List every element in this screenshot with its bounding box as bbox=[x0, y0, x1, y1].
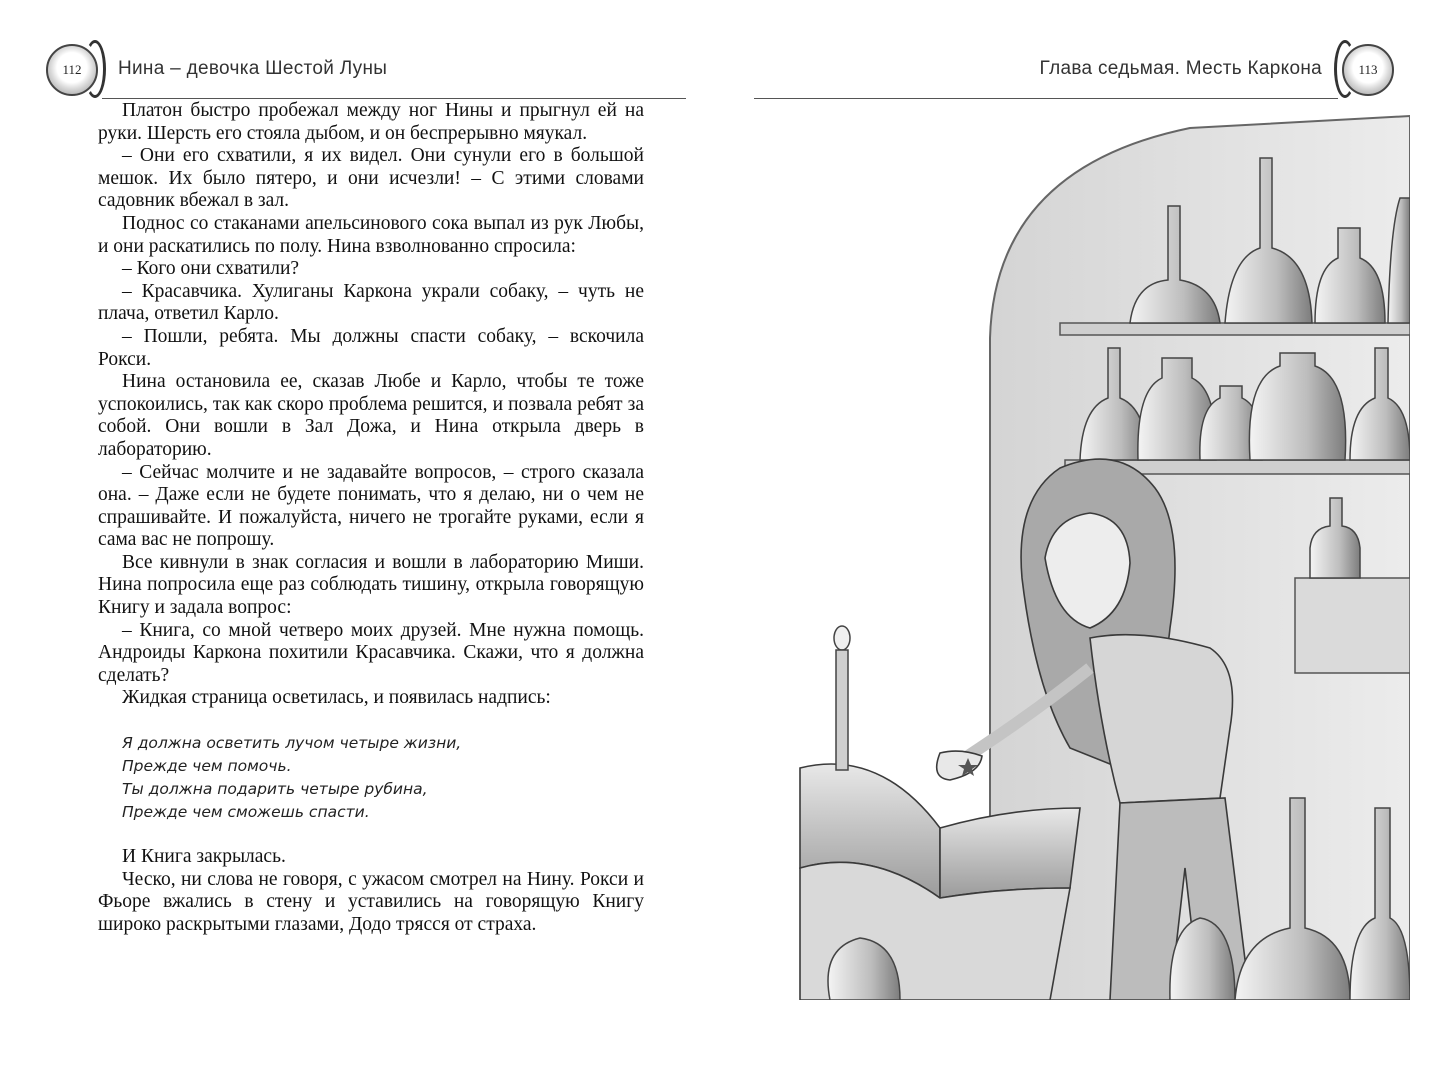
candlestick bbox=[834, 626, 850, 770]
cabinet bbox=[1295, 578, 1410, 673]
pencil-illustration bbox=[790, 108, 1410, 1000]
paragraph: – Кого они схватили? bbox=[122, 258, 300, 280]
paragraph: – Книга, со мной четверо моих друзей. Мне нужна помощь. Андроиды Каркона похитили Красавчика. Скажи, что я должна сделать? bbox=[98, 619, 644, 686]
paragraph: И Книга закрылась. bbox=[122, 846, 286, 868]
paragraph: Платон быстро пробежал между ног Нины и прыгнул ей на руки. Шерсть его стояла дыбом, и он беспрерывно мяукал. bbox=[98, 100, 644, 144]
header-rule-left bbox=[102, 98, 686, 99]
paragraph: Нина остановила ее, сказав Любе и Карло, чтобы те тоже успокоились, так как скоро проблема решится, и позвала ребят за собой. Они вошли в Зал Дожа, и Нина открыла дверь в лабораторию. bbox=[98, 371, 644, 460]
book-running-title: Нина – девочка Шестой Луны bbox=[118, 58, 388, 79]
paragraph: Поднос со стаканами апельсинового сока выпал из рук Любы, и они раскатились по полу. Нина взволнованно спросила: bbox=[98, 212, 644, 257]
page-number-left: 112 bbox=[46, 44, 98, 96]
paragraph: – Пошли, ребята. Мы должны спасти собаку, – вскочила Рокси. bbox=[98, 325, 644, 370]
paragraph: Жидкая страница осветилась, и появилась надпись: bbox=[122, 687, 551, 709]
paragraph: Ческо, ни слова не говоря, с ужасом смотрел на Нину. Рокси и Фьоре вжались в стену и уставились на говорящую Книгу широко раскрытыми глазами, Додо трясся от страха. bbox=[98, 868, 644, 935]
paragraph: – Сейчас молчите и не задавайте вопросов, – строго сказала она. – Даже если не будете понимать, что я делаю, ни о чем не спрашивайте. И пожалуйста, ничего не трогайте руками, если я сама вас не попрошу. bbox=[98, 461, 644, 551]
verse-line: Я должна осветить лучом четыре жизни, bbox=[122, 734, 462, 753]
verse-line: Ты должна подарить четыре рубина, bbox=[122, 780, 428, 799]
illustration-svg bbox=[790, 108, 1410, 1000]
upper-shelf bbox=[1060, 323, 1410, 335]
page-number-right: 113 bbox=[1342, 44, 1394, 96]
paragraph: – Они его схватили, я их видел. Они сунули его в большой мешок. Их было пятеро, и они исчезли! – С этими словами садовник вбежал в зал. bbox=[98, 145, 644, 212]
header-rule-right bbox=[754, 98, 1338, 99]
chapter-running-title: Глава седьмая. Месть Каркона bbox=[1039, 58, 1322, 79]
verse-line: Прежде чем сможешь спасти. bbox=[122, 803, 370, 822]
paragraph: – Красавчика. Хулиганы Каркона украли собаку, – чуть не плача, ответил Карло. bbox=[98, 280, 644, 325]
right-page-header bbox=[754, 42, 1394, 98]
book-inscription-verse bbox=[122, 732, 644, 824]
left-page-body bbox=[98, 100, 644, 936]
paragraph: Все кивнули в знак согласия и вошли в лабораторию Миши. Нина попросила еще раз соблюдать тишину, открыла говорящую Книгу и задала вопрос: bbox=[98, 551, 644, 619]
verse-line: Прежде чем помочь. bbox=[122, 757, 292, 776]
left-page-header bbox=[46, 42, 686, 98]
